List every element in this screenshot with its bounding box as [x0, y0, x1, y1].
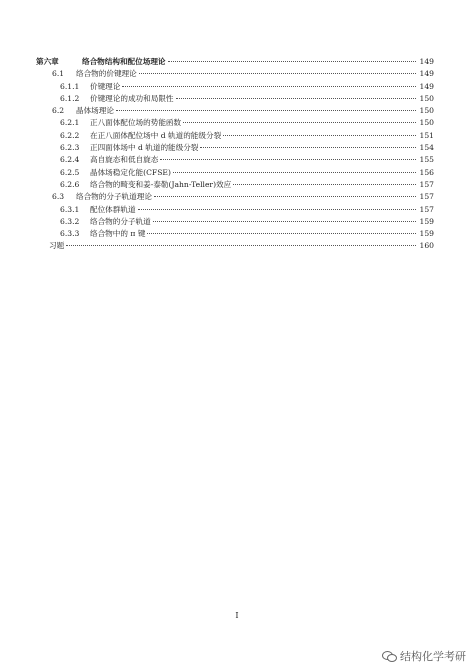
toc-number: 6.3: [52, 192, 65, 202]
toc-number: 6.2.5: [60, 167, 80, 177]
toc-subsection-6-1-1[interactable]: [36, 81, 434, 93]
dot-leader: [66, 245, 416, 246]
dot-leader: [200, 147, 416, 148]
toc-title: 络合物的分子轨道理论: [76, 192, 152, 202]
toc-page: 150: [419, 93, 434, 103]
toc-page: 150: [419, 106, 434, 116]
toc-number: 6.2.3: [60, 143, 80, 153]
toc-page: 157: [419, 204, 434, 214]
toc-page: 149: [419, 81, 434, 91]
toc-title: 络合物结构和配位场理论: [82, 57, 166, 66]
toc-number: 6.2.2: [60, 130, 80, 140]
dot-leader: [176, 98, 416, 99]
toc-subsection-6-2-6[interactable]: [36, 179, 434, 191]
toc-title: 正八面体配位场的势能函数: [90, 118, 182, 128]
wechat-icon: [382, 650, 396, 662]
toc-section-6-2[interactable]: [36, 105, 434, 117]
toc-page: 155: [419, 155, 434, 165]
toc-number: 6.2: [52, 106, 65, 116]
dot-leader: [153, 221, 416, 222]
toc-title: 正四面体场中 d 轨道的能级分裂: [90, 143, 199, 153]
toc-chapter-6[interactable]: [36, 56, 434, 68]
toc-subsection-6-2-1[interactable]: [36, 117, 434, 129]
dot-leader: [183, 122, 416, 123]
toc-title: 习题: [49, 241, 65, 251]
toc-page: 160: [419, 241, 434, 251]
toc-number: 6.1.2: [60, 93, 80, 103]
toc-subsection-6-2-2[interactable]: [36, 130, 434, 142]
dot-leader: [139, 73, 416, 74]
toc-subsection-6-2-3[interactable]: [36, 142, 434, 154]
toc-number: 6.3.3: [60, 229, 80, 239]
toc-subsection-6-2-5[interactable]: [36, 167, 434, 179]
dot-leader: [138, 209, 416, 210]
toc-title: 配位体群轨道: [90, 204, 136, 214]
toc-subsection-6-2-4[interactable]: [36, 154, 434, 166]
toc-title: 络合物的畸变和姜-泰勒(Jahn-Teller)效应: [90, 179, 232, 189]
toc-section-6-1[interactable]: [36, 68, 434, 80]
dot-leader: [122, 86, 416, 87]
dot-leader: [168, 61, 416, 62]
watermark: [382, 648, 466, 664]
toc-page: 159: [419, 229, 434, 239]
toc-number: 6.1: [52, 69, 65, 79]
toc-page: 151: [419, 130, 434, 140]
dot-leader: [116, 110, 416, 111]
watermark-text: 结构化学考研: [400, 650, 466, 663]
toc-number: 第六章: [36, 57, 59, 66]
toc-page: 150: [419, 118, 434, 128]
dot-leader: [223, 135, 416, 136]
toc-title: 价键理论的成功和局限性: [90, 93, 174, 103]
toc-number: 6.3.1: [60, 204, 80, 214]
dot-leader: [233, 184, 416, 185]
toc-title: 价键理论: [90, 81, 121, 91]
toc-subsection-6-1-2[interactable]: [36, 93, 434, 105]
toc-title: 晶体场理论: [76, 106, 114, 116]
toc-subsection-6-3-3[interactable]: [36, 228, 434, 240]
toc-title: 络合物中的 π 键: [90, 229, 146, 239]
dot-leader: [160, 159, 416, 160]
toc-page: 156: [419, 167, 434, 177]
toc-page: 149: [419, 69, 434, 79]
toc-number: 6.2.1: [60, 118, 80, 128]
toc-page: 157: [419, 179, 434, 189]
toc-exercises[interactable]: [36, 240, 434, 252]
toc-page: 159: [419, 216, 434, 226]
toc-number: 6.2.6: [60, 179, 80, 189]
toc-number: 6.1.1: [60, 81, 80, 91]
toc-title: 在正八面体配位场中 d 轨道的能级分裂: [90, 130, 222, 140]
toc-section-6-3[interactable]: [36, 191, 434, 203]
toc-number: 6.3.2: [60, 216, 80, 226]
toc-page: 154: [419, 143, 434, 153]
dot-leader: [154, 196, 416, 197]
dot-leader: [147, 233, 416, 234]
toc-subsection-6-3-1[interactable]: [36, 204, 434, 216]
table-of-contents: [36, 56, 434, 253]
toc-title: 络合物的分子轨道: [90, 216, 151, 226]
toc-page: 157: [419, 192, 434, 202]
toc-title: 高自旋态和低自旋态: [90, 155, 159, 165]
toc-number: 6.2.4: [60, 155, 80, 165]
toc-subsection-6-3-2[interactable]: [36, 216, 434, 228]
toc-title: 络合物的价键理论: [76, 69, 137, 79]
toc-page: 149: [419, 57, 434, 66]
page-number: I: [235, 611, 239, 620]
dot-leader: [173, 172, 416, 173]
toc-title: 晶体场稳定化能(CFSE): [90, 167, 171, 177]
